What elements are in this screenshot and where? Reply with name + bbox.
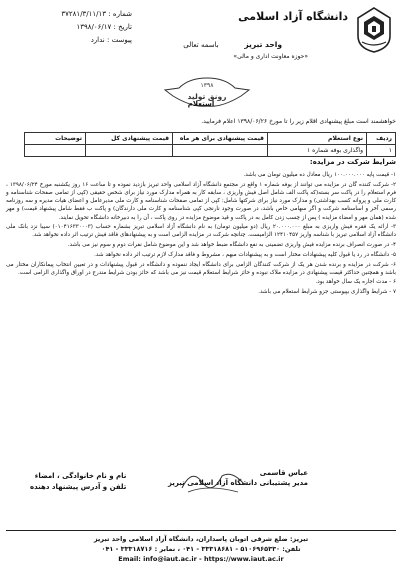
number-label: شماره :: [108, 10, 132, 18]
attachment-label: پیوست :: [107, 36, 132, 44]
condition-item: ۶- شرکت در مزایده و برنده شدن هر یک از شرکت کنندگان الزامی برای دانشگاه ایجاد ننموده و دانشگاه در قبول پیشنهادات و در تعیین انتخاب پیمانکاران مختار می باشد و همچنین حداکثر قیمت پیشنهادی در مزایده ملاک نبوده و حائز شرایط استعلام قیمت نیز می باشد که حائز بودن شرایط مندرج در اوراق واگذاری الزامی است.: [6, 261, 396, 276]
letter-meta: [6, 8, 132, 47]
header-cell-type: نوع استعلام: [268, 133, 367, 145]
table-header-row: [25, 133, 396, 145]
cell-notes: [25, 145, 86, 157]
bidder-name-line: نام و نام خانوادگی ، امضاء: [34, 472, 127, 480]
bidder-address-line: تلفن و آدرس پیشنهاد دهنده: [30, 483, 127, 491]
condition-item: ۵- دانشگاه در رد یا قبول کلیه پیشنهادات مختار است و به پیشنهادات مبهم ، مشروط و فاقد مدارک لازم ترتیب اثر داده نخواهد شد.: [94, 251, 396, 258]
header-cell-notes: توضیحات: [25, 133, 86, 145]
cell-inquiry-type: واگذاری بوفه شماره ۱: [268, 145, 367, 157]
signature-scribble-icon: [178, 462, 250, 500]
bismillah-heading: باسمه تعالی: [183, 41, 219, 49]
header-cell-monthly-price: قیمت پیشنهادی برای هر ماه: [173, 133, 268, 145]
table-row: [25, 145, 396, 157]
seal-year: ۱۳۹۸: [200, 82, 214, 89]
conditions-title: شرایط شرکت در مزایده:: [309, 158, 396, 166]
official-name: عباس قاسمی: [259, 469, 308, 477]
date-value: ۱۳۹۸/۰۶/۱۷: [76, 23, 112, 31]
cell-total-price: [86, 145, 173, 157]
condition-item: ۳- ارائه یک فقره فیش واریزی به مبلغ ۲۰.۰۰۰.۰۰۰ ریال (دو میلیون تومان) به نام دانشگاه آزاد اسلامی تبریز بشماره حساب (۰۱۰۴۱۶۳۳۰۰۰۳) سیبا نزد بانک ملی دانشگاه آزاد اسلامی تبریز با شناسه واریز ۱۲۴۱۰۴۵۷ الزامیست. چنانچه شرکت در مزایده الزامی است و به پیشنهادهای فاقد فیش ترتیب اثر داده نخواهد شد.: [6, 224, 397, 239]
seal-motto: رونق تولید: [187, 92, 227, 101]
condition-item: ۱- قیمت پایه ۱۰۰.۰۰۰.۰۰۰ ریال معادل ده میلیون تومان می باشد.: [243, 172, 396, 178]
official-title: مدیر پشتیبانی دانشگاه آزاد اسلامی تبریز: [167, 479, 308, 487]
condition-item: ۲- شرکت کننده گان در مزایده می توانند از بوفه شماره ۱ واقع در مجتمع دانشگاه آزاد اسلامی واحد تبریز بازدید نموده و تا ساعت ۱۶ روز یکشنبه مورخ ۱۳۹۸/۰۶/۲۴ ، فرم استعلام را در پاکت سر بسته(که پاکت الف شامل اصل فیش واریزی ، سابقه کار به همراه مدارک مورد نیاز برای شخص حقیقی (کپی از تمامی صفحات شناسنامه و کارت ملی و پروانه کسب بهداشتی) و مدارک مورد نیاز برای شرکتها شامل: کپی از تمامی صفحات شناسنامه و کارت ملی مدیرعامل و اعضای هیات مدیره و سه روزنامه رسمی آخر و اساسنامه شرکت و اگر سهامی خاص باشد، در صورت وجود نارنجی کپی شناسنامه و کارت ملی دارندگان) و پاکت ب فقط شامل پیشنهاد قیمت) و مهر شده (همان مهر و امضاء مزایده ) پس از چسب زدن کامل به در پاکت و قید موضوع مزایده در روی پاکت ، آن را به دبیرخانه دانشگاه تحویل نمایند.: [6, 181, 396, 221]
date-label: تاریخ :: [113, 23, 132, 31]
condition-item: ۶ - مدت اجاره یک سال خواهد بود.: [315, 279, 396, 286]
number-value: ۳۷۲۸۱/۳/۱۱/۱۳: [61, 10, 107, 18]
cell-monthly-price: [173, 145, 268, 157]
header-cell-row: ردیف: [367, 133, 396, 145]
branch-name: واحد تبریز: [244, 40, 282, 49]
attachment-value: ندارد: [90, 36, 105, 44]
letter-date: [6, 21, 132, 34]
footer-divider: [6, 530, 396, 531]
footer-address: تبریز: ضلع شرقی اتوبان پاسداران، دانشگاه آزاد اسلامی واحد تبریز: [93, 535, 309, 543]
letter-title: استعلام: [187, 100, 215, 108]
condition-item: ۴- در صورت انصراف برنده مزایده فیش واریزی تضمینی به نفع دانشگاه ضبط خواهد شد و این موضوع شامل نفرات دوم و سوم نیز می باشد.: [67, 242, 396, 249]
intro-text: خواهشمند است مبلغ پیشنهادی اقلام زیر را تا مورخ ۱۳۹۸/۰۶/۲۶ اعلام فرمایید.: [201, 118, 396, 125]
footer-web: Email: info@iaut.ac.ir - https://www.iaut.ac.ir: [118, 555, 284, 563]
header-cell-total-price: قیمت پیشنهادی کل: [86, 133, 173, 145]
letter-number: [6, 8, 132, 21]
bidder-signature-block: [30, 471, 126, 493]
conditions-list: [6, 171, 396, 298]
condition-item: ۷ - شرایط واگذاری بپیوستی جزو شرایط استعلام می باشد.: [258, 289, 396, 296]
footer: [0, 534, 402, 564]
inquiry-table: [24, 132, 396, 157]
cell-row-number: ۱: [367, 145, 396, 157]
footer-phones: تلفن: ۵۱۰۶۹۶۵۳۳۰ - ۳۳۳۱۸۶۸۱ - ۰۴۱ ، نمابر : ۳۳۳۱۸۷۱۶ - ۰۴۱: [101, 545, 301, 553]
letter-attachment: [6, 34, 132, 47]
university-name: دانشگاه آزاد اسلامی: [238, 10, 348, 23]
office-name: «حوزه معاونت اداری و مالی»: [233, 53, 308, 60]
